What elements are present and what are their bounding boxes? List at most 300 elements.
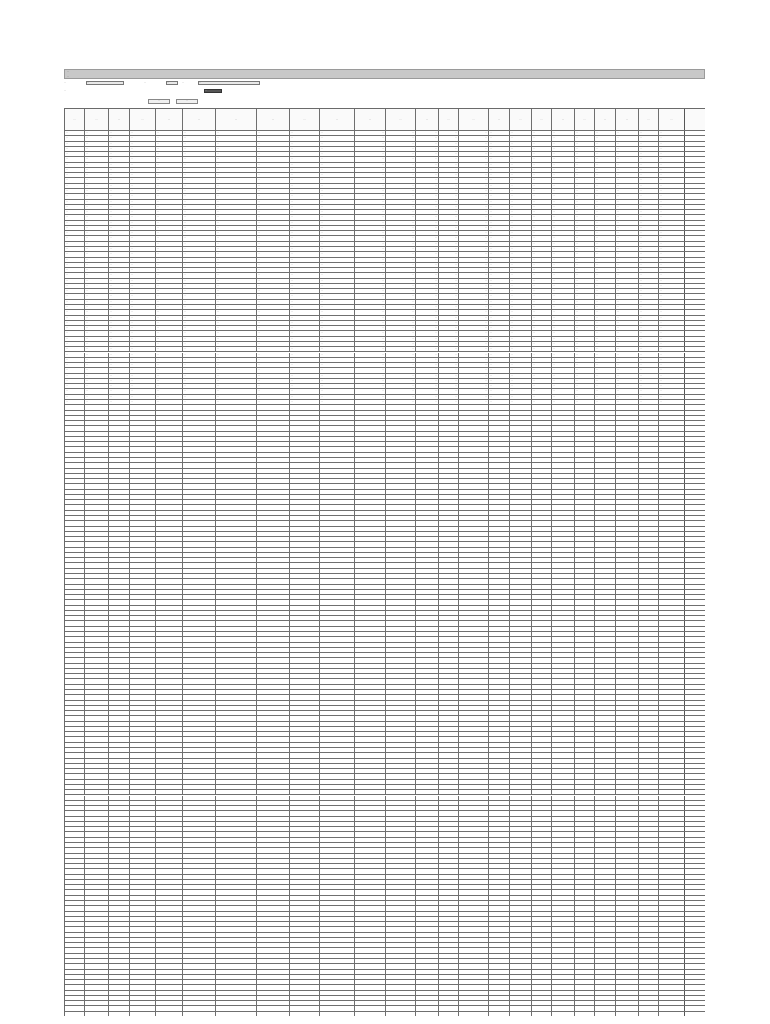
table-cell[interactable]: … xyxy=(109,358,130,362)
table-cell[interactable] xyxy=(216,658,257,662)
table-cell[interactable] xyxy=(355,569,386,573)
table-cell[interactable]: … xyxy=(290,152,320,156)
table-cell[interactable]: … xyxy=(65,236,85,240)
table-cell[interactable] xyxy=(659,885,685,889)
table-cell[interactable] xyxy=(85,600,109,604)
table-cell[interactable] xyxy=(659,933,685,937)
table-cell[interactable] xyxy=(552,411,575,415)
table-cell[interactable] xyxy=(355,548,386,552)
table-cell[interactable] xyxy=(639,1006,659,1010)
table-cell[interactable] xyxy=(257,838,290,842)
table-cell[interactable] xyxy=(459,759,489,763)
table-cell[interactable] xyxy=(595,985,616,989)
table-cell[interactable] xyxy=(575,458,595,462)
table-cell[interactable] xyxy=(639,590,659,594)
table-cell[interactable] xyxy=(575,737,595,741)
table-cell[interactable] xyxy=(290,806,320,810)
table-cell[interactable]: … xyxy=(616,163,639,167)
table-cell[interactable] xyxy=(216,938,257,942)
table-cell[interactable] xyxy=(216,669,257,673)
table-cell[interactable]: … xyxy=(65,384,85,388)
table-cell[interactable]: … xyxy=(183,279,216,283)
table-cell[interactable] xyxy=(439,463,459,467)
table-cell[interactable]: … xyxy=(130,157,156,161)
table-cell[interactable]: … xyxy=(459,326,489,330)
table-cell[interactable] xyxy=(510,933,532,937)
table-cell[interactable] xyxy=(65,442,85,446)
table-cell[interactable]: … xyxy=(183,268,216,272)
table-cell[interactable] xyxy=(639,737,659,741)
table-cell[interactable] xyxy=(532,985,552,989)
table-cell[interactable]: … xyxy=(355,147,386,151)
table-cell[interactable] xyxy=(109,975,130,979)
table-cell[interactable] xyxy=(552,943,575,947)
table-cell[interactable] xyxy=(595,458,616,462)
table-cell[interactable] xyxy=(257,948,290,952)
table-cell[interactable]: … xyxy=(659,300,685,304)
table-cell[interactable]: … xyxy=(510,363,532,367)
table-cell[interactable]: … xyxy=(386,273,416,277)
table-cell[interactable]: … xyxy=(595,168,616,172)
table-cell[interactable] xyxy=(355,780,386,784)
table-cell[interactable]: … xyxy=(659,326,685,330)
table-cell[interactable] xyxy=(439,759,459,763)
table-cell[interactable] xyxy=(216,716,257,720)
table-cell[interactable] xyxy=(355,516,386,520)
table-cell[interactable]: … xyxy=(575,331,595,335)
table-cell[interactable] xyxy=(552,753,575,757)
table-cell[interactable] xyxy=(439,621,459,625)
table-cell[interactable]: … xyxy=(575,157,595,161)
table-cell[interactable] xyxy=(439,933,459,937)
table-cell[interactable]: … xyxy=(416,321,439,325)
table-cell[interactable] xyxy=(439,411,459,415)
table-cell[interactable]: … xyxy=(510,178,532,182)
table-cell[interactable] xyxy=(320,838,355,842)
table-cell[interactable] xyxy=(183,442,216,446)
table-cell[interactable] xyxy=(575,585,595,589)
table-cell[interactable] xyxy=(216,954,257,958)
table-cell[interactable]: … xyxy=(575,194,595,198)
table-cell[interactable] xyxy=(489,922,510,926)
table-cell[interactable] xyxy=(510,621,532,625)
table-cell[interactable]: … xyxy=(355,358,386,362)
table-cell[interactable] xyxy=(659,548,685,552)
table-cell[interactable]: … xyxy=(510,221,532,225)
table-cell[interactable] xyxy=(130,875,156,879)
table-cell[interactable] xyxy=(416,505,439,509)
table-cell[interactable] xyxy=(616,959,639,963)
table-cell[interactable] xyxy=(355,864,386,868)
table-cell[interactable]: … xyxy=(595,131,616,135)
table-cell[interactable] xyxy=(109,890,130,894)
table-cell[interactable]: … xyxy=(156,353,183,357)
table-cell[interactable] xyxy=(65,548,85,552)
table-cell[interactable] xyxy=(639,432,659,436)
table-cell[interactable]: … xyxy=(109,268,130,272)
table-cell[interactable] xyxy=(355,679,386,683)
table-cell[interactable]: … xyxy=(109,300,130,304)
table-cell[interactable] xyxy=(156,516,183,520)
table-cell[interactable] xyxy=(616,474,639,478)
table-cell[interactable]: … xyxy=(439,210,459,214)
table-cell[interactable]: … xyxy=(532,147,552,151)
table-cell[interactable]: … xyxy=(355,215,386,219)
table-cell[interactable] xyxy=(510,442,532,446)
table-cell[interactable] xyxy=(156,532,183,536)
table-cell[interactable] xyxy=(510,616,532,620)
table-cell[interactable] xyxy=(552,701,575,705)
table-cell[interactable] xyxy=(595,621,616,625)
table-cell[interactable] xyxy=(216,711,257,715)
table-cell[interactable]: … xyxy=(459,205,489,209)
table-cell[interactable] xyxy=(65,484,85,488)
table-cell[interactable] xyxy=(130,505,156,509)
table-cell[interactable]: … xyxy=(416,368,439,372)
table-cell[interactable] xyxy=(552,790,575,794)
table-cell[interactable] xyxy=(109,463,130,467)
table-cell[interactable]: … xyxy=(156,221,183,225)
table-cell[interactable] xyxy=(459,542,489,546)
table-cell[interactable] xyxy=(510,906,532,910)
table-cell[interactable]: … xyxy=(386,178,416,182)
table-cell[interactable]: … xyxy=(216,226,257,230)
table-cell[interactable]: … xyxy=(85,395,109,399)
table-cell[interactable]: … xyxy=(290,337,320,341)
table-cell[interactable] xyxy=(595,542,616,546)
table-cell[interactable]: … xyxy=(109,347,130,351)
table-cell[interactable] xyxy=(639,785,659,789)
table-cell[interactable] xyxy=(416,437,439,441)
table-cell[interactable]: … xyxy=(659,236,685,240)
table-cell[interactable]: … xyxy=(459,184,489,188)
table-cell[interactable]: … xyxy=(552,389,575,393)
table-cell[interactable] xyxy=(532,964,552,968)
table-cell[interactable] xyxy=(439,875,459,879)
table-cell[interactable] xyxy=(290,637,320,641)
table-cell[interactable] xyxy=(439,521,459,525)
table-cell[interactable]: … xyxy=(65,363,85,367)
table-cell[interactable]: … xyxy=(616,374,639,378)
table-cell[interactable] xyxy=(616,484,639,488)
table-cell[interactable]: … xyxy=(510,247,532,251)
table-cell[interactable] xyxy=(439,527,459,531)
table-cell[interactable] xyxy=(130,906,156,910)
table-cell[interactable] xyxy=(616,421,639,425)
table-cell[interactable]: … xyxy=(489,331,510,335)
table-cell[interactable]: … xyxy=(320,358,355,362)
table-cell[interactable] xyxy=(85,954,109,958)
table-cell[interactable] xyxy=(439,421,459,425)
table-cell[interactable] xyxy=(510,627,532,631)
table-cell[interactable] xyxy=(532,737,552,741)
table-cell[interactable]: … xyxy=(183,347,216,351)
table-cell[interactable]: … xyxy=(459,358,489,362)
table-cell[interactable] xyxy=(532,469,552,473)
table-cell[interactable]: … xyxy=(320,215,355,219)
table-cell[interactable] xyxy=(156,975,183,979)
table-cell[interactable] xyxy=(216,553,257,557)
table-cell[interactable] xyxy=(595,679,616,683)
table-cell[interactable]: … xyxy=(216,316,257,320)
table-cell[interactable]: … xyxy=(183,184,216,188)
table-cell[interactable] xyxy=(65,474,85,478)
table-cell[interactable] xyxy=(320,558,355,562)
table-cell[interactable] xyxy=(510,991,532,995)
table-cell[interactable] xyxy=(552,875,575,879)
table-cell[interactable]: … xyxy=(386,258,416,262)
table-cell[interactable]: … xyxy=(257,236,290,240)
table-cell[interactable]: … xyxy=(156,316,183,320)
table-cell[interactable] xyxy=(439,479,459,483)
table-cell[interactable] xyxy=(459,743,489,747)
table-cell[interactable] xyxy=(616,885,639,889)
table-cell[interactable]: … xyxy=(616,200,639,204)
table-cell[interactable] xyxy=(109,906,130,910)
table-cell[interactable] xyxy=(183,864,216,868)
table-cell[interactable] xyxy=(156,801,183,805)
table-cell[interactable] xyxy=(659,606,685,610)
table-cell[interactable]: … xyxy=(659,152,685,156)
table-cell[interactable] xyxy=(65,490,85,494)
table-cell[interactable]: … xyxy=(595,258,616,262)
table-cell[interactable] xyxy=(489,912,510,916)
table-cell[interactable] xyxy=(65,405,85,409)
table-cell[interactable]: … xyxy=(355,284,386,288)
table-cell[interactable] xyxy=(459,479,489,483)
table-cell[interactable] xyxy=(489,432,510,436)
table-cell[interactable] xyxy=(85,711,109,715)
table-cell[interactable]: … xyxy=(616,358,639,362)
table-cell[interactable] xyxy=(257,943,290,947)
table-cell[interactable] xyxy=(130,933,156,937)
table-cell[interactable] xyxy=(416,643,439,647)
table-cell[interactable]: … xyxy=(510,194,532,198)
table-cell[interactable] xyxy=(459,890,489,894)
table-cell[interactable] xyxy=(532,569,552,573)
table-cell[interactable] xyxy=(595,569,616,573)
table-cell[interactable] xyxy=(290,521,320,525)
table-cell[interactable] xyxy=(257,527,290,531)
table-cell[interactable]: … xyxy=(552,337,575,341)
table-cell[interactable]: … xyxy=(439,205,459,209)
table-cell[interactable] xyxy=(616,806,639,810)
table-cell[interactable]: … xyxy=(290,353,320,357)
table-cell[interactable] xyxy=(156,627,183,631)
table-cell[interactable] xyxy=(156,917,183,921)
table-cell[interactable] xyxy=(85,843,109,847)
table-cell[interactable] xyxy=(257,664,290,668)
fy-field[interactable]: … xyxy=(166,81,178,85)
table-cell[interactable] xyxy=(290,838,320,842)
table-cell[interactable] xyxy=(616,611,639,615)
table-cell[interactable] xyxy=(552,695,575,699)
table-cell[interactable] xyxy=(183,537,216,541)
table-cell[interactable] xyxy=(459,463,489,467)
table-cell[interactable]: … xyxy=(489,379,510,383)
table-cell[interactable] xyxy=(156,495,183,499)
table-cell[interactable] xyxy=(183,600,216,604)
table-cell[interactable] xyxy=(130,880,156,884)
table-cell[interactable]: … xyxy=(439,252,459,256)
table-cell[interactable] xyxy=(439,643,459,647)
table-cell[interactable] xyxy=(416,869,439,873)
table-cell[interactable] xyxy=(320,532,355,536)
table-cell[interactable] xyxy=(109,606,130,610)
table-cell[interactable] xyxy=(532,769,552,773)
table-cell[interactable] xyxy=(320,901,355,905)
table-cell[interactable] xyxy=(616,469,639,473)
table-cell[interactable]: … xyxy=(575,284,595,288)
table-cell[interactable] xyxy=(595,701,616,705)
table-cell[interactable] xyxy=(439,706,459,710)
table-cell[interactable] xyxy=(183,991,216,995)
table-cell[interactable] xyxy=(257,542,290,546)
table-cell[interactable] xyxy=(659,495,685,499)
table-cell[interactable]: … xyxy=(552,400,575,404)
table-cell[interactable] xyxy=(616,801,639,805)
table-cell[interactable] xyxy=(386,527,416,531)
table-cell[interactable] xyxy=(257,505,290,509)
table-cell[interactable] xyxy=(552,869,575,873)
table-cell[interactable] xyxy=(290,447,320,451)
table-cell[interactable] xyxy=(183,796,216,800)
table-cell[interactable] xyxy=(355,727,386,731)
table-cell[interactable] xyxy=(320,521,355,525)
table-cell[interactable] xyxy=(459,1001,489,1005)
table-cell[interactable]: … xyxy=(489,294,510,298)
table-cell[interactable] xyxy=(85,405,109,409)
table-cell[interactable] xyxy=(575,827,595,831)
table-cell[interactable]: … xyxy=(109,353,130,357)
table-cell[interactable]: … xyxy=(639,358,659,362)
table-cell[interactable]: … xyxy=(459,236,489,240)
table-cell[interactable] xyxy=(510,511,532,515)
table-cell[interactable] xyxy=(575,600,595,604)
table-cell[interactable] xyxy=(510,664,532,668)
table-cell[interactable] xyxy=(616,579,639,583)
table-cell[interactable]: … xyxy=(489,358,510,362)
table-cell[interactable]: … xyxy=(65,247,85,251)
table-cell[interactable]: … xyxy=(489,326,510,330)
table-cell[interactable]: … xyxy=(109,178,130,182)
table-cell[interactable] xyxy=(416,996,439,1000)
table-cell[interactable]: … xyxy=(459,400,489,404)
table-cell[interactable] xyxy=(216,701,257,705)
table-cell[interactable]: … xyxy=(109,247,130,251)
table-cell[interactable]: … xyxy=(85,189,109,193)
table-cell[interactable]: … xyxy=(575,379,595,383)
table-cell[interactable]: … xyxy=(183,173,216,177)
table-cell[interactable] xyxy=(386,980,416,984)
table-cell[interactable]: … xyxy=(85,374,109,378)
table-cell[interactable] xyxy=(85,970,109,974)
table-cell[interactable] xyxy=(216,917,257,921)
table-cell[interactable]: … xyxy=(290,347,320,351)
table-cell[interactable] xyxy=(65,732,85,736)
table-cell[interactable] xyxy=(156,759,183,763)
table-cell[interactable] xyxy=(183,553,216,557)
table-cell[interactable] xyxy=(575,437,595,441)
table-cell[interactable] xyxy=(257,679,290,683)
table-cell[interactable] xyxy=(510,748,532,752)
table-cell[interactable] xyxy=(416,405,439,409)
table-cell[interactable] xyxy=(216,885,257,889)
table-cell[interactable]: … xyxy=(459,279,489,283)
table-cell[interactable] xyxy=(109,595,130,599)
table-cell[interactable]: … xyxy=(532,258,552,262)
table-cell[interactable] xyxy=(639,727,659,731)
table-cell[interactable] xyxy=(290,954,320,958)
table-cell[interactable]: … xyxy=(65,279,85,283)
table-cell[interactable] xyxy=(639,764,659,768)
table-cell[interactable] xyxy=(65,432,85,436)
table-cell[interactable] xyxy=(65,706,85,710)
table-cell[interactable]: … xyxy=(459,157,489,161)
table-cell[interactable]: … xyxy=(659,157,685,161)
table-cell[interactable] xyxy=(659,737,685,741)
table-cell[interactable] xyxy=(216,901,257,905)
table-cell[interactable] xyxy=(489,1001,510,1005)
table-cell[interactable] xyxy=(575,906,595,910)
table-cell[interactable] xyxy=(510,637,532,641)
table-cell[interactable]: … xyxy=(595,395,616,399)
table-cell[interactable] xyxy=(355,980,386,984)
table-cell[interactable]: … xyxy=(616,152,639,156)
table-cell[interactable] xyxy=(65,511,85,515)
table-cell[interactable] xyxy=(216,447,257,451)
table-cell[interactable]: … xyxy=(386,353,416,357)
table-cell[interactable] xyxy=(595,463,616,467)
table-cell[interactable]: … xyxy=(532,210,552,214)
table-cell[interactable] xyxy=(85,411,109,415)
table-cell[interactable] xyxy=(489,1012,510,1016)
table-cell[interactable] xyxy=(575,822,595,826)
table-cell[interactable] xyxy=(489,843,510,847)
table-cell[interactable] xyxy=(257,426,290,430)
table-cell[interactable]: … xyxy=(489,210,510,214)
table-cell[interactable] xyxy=(459,985,489,989)
table-cell[interactable] xyxy=(216,527,257,531)
table-cell[interactable] xyxy=(416,922,439,926)
table-cell[interactable]: … xyxy=(156,168,183,172)
table-cell[interactable]: … xyxy=(320,152,355,156)
table-cell[interactable] xyxy=(595,616,616,620)
table-cell[interactable] xyxy=(109,854,130,858)
table-cell[interactable] xyxy=(130,542,156,546)
table-cell[interactable] xyxy=(386,600,416,604)
table-cell[interactable]: … xyxy=(85,147,109,151)
table-cell[interactable] xyxy=(320,854,355,858)
table-cell[interactable] xyxy=(659,579,685,583)
table-cell[interactable]: … xyxy=(416,389,439,393)
table-cell[interactable] xyxy=(216,490,257,494)
table-cell[interactable]: … xyxy=(156,242,183,246)
table-cell[interactable]: … xyxy=(639,215,659,219)
table-cell[interactable] xyxy=(416,706,439,710)
table-cell[interactable] xyxy=(386,548,416,552)
table-cell[interactable]: … xyxy=(416,242,439,246)
table-cell[interactable]: … xyxy=(639,142,659,146)
table-cell[interactable]: … xyxy=(355,342,386,346)
table-cell[interactable] xyxy=(575,975,595,979)
table-cell[interactable] xyxy=(109,484,130,488)
table-cell[interactable]: … xyxy=(659,289,685,293)
table-cell[interactable]: … xyxy=(616,215,639,219)
table-cell[interactable] xyxy=(386,521,416,525)
table-cell[interactable]: … xyxy=(639,389,659,393)
table-cell[interactable]: … xyxy=(552,342,575,346)
